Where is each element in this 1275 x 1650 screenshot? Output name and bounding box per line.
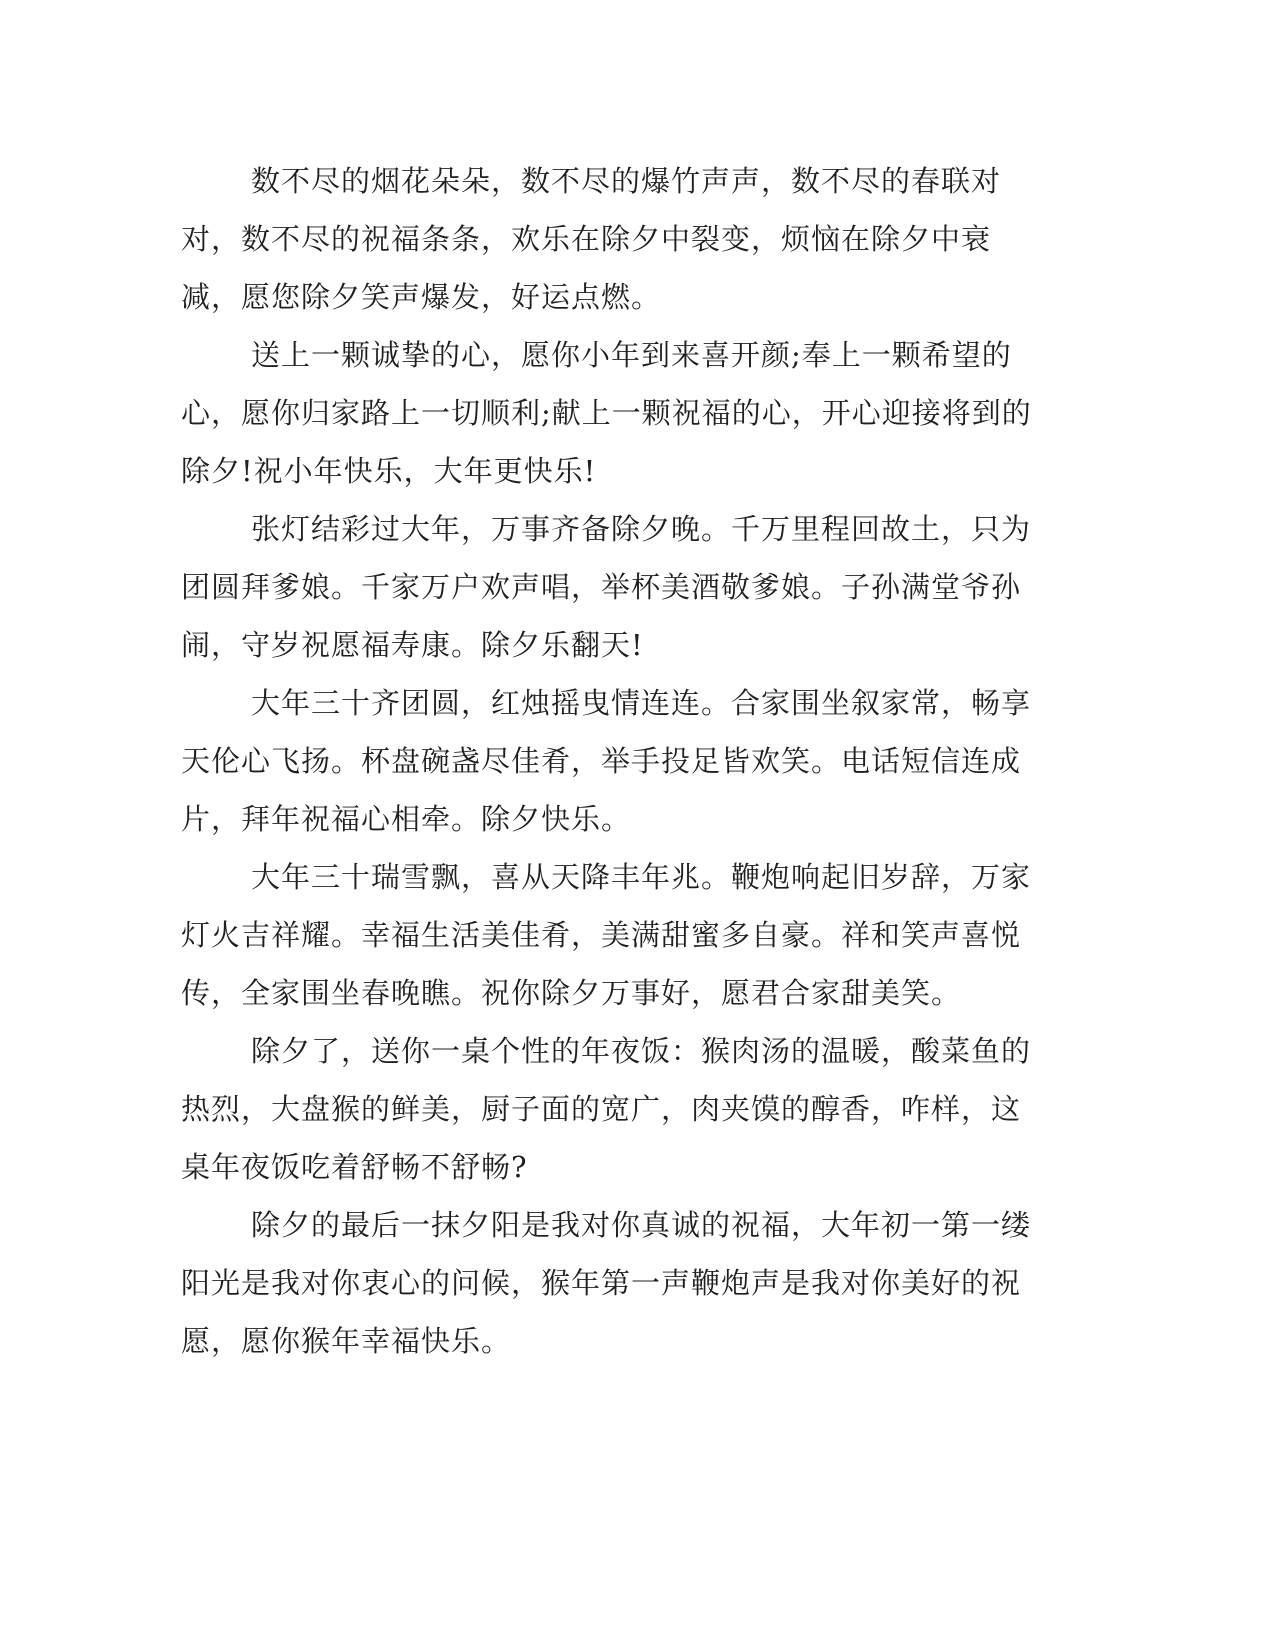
paragraph: 除夕了，送你一桌个性的年夜饭：猴肉汤的温暖，酸菜鱼的热烈，大盘猴的鲜美，厨子面的宽广，肉夹馍的醇香，咋样，这桌年夜饭吃着舒畅不舒畅? — [181, 1034, 1032, 1184]
paragraph: 大年三十瑞雪飘，喜从天降丰年兆。鞭炮响起旧岁辞，万家灯火吉祥耀。幸福生活美佳肴，美满甜蜜多自豪。祥和笑声喜悦传，全家围坐春晚瞧。祝你除夕万事好，愿君合家甜美笑。 — [181, 860, 1032, 1010]
paragraph: 张灯结彩过大年，万事齐备除夕晚。千万里程回故土，只为团圆拜爹娘。千家万户欢声唱，举杯美酒敬爹娘。子孙满堂爷孙闹，守岁祝愿福寿康。除夕乐翻天! — [181, 512, 1032, 662]
paragraph: 除夕的最后一抹夕阳是我对你真诚的祝福，大年初一第一缕阳光是我对你衷心的问候，猴年第一声鞭炮声是我对你美好的祝愿，愿你猴年幸福快乐。 — [181, 1208, 1032, 1358]
document-body — [181, 152, 1041, 1370]
paragraph: 数不尽的烟花朵朵，数不尽的爆竹声声，数不尽的春联对对，数不尽的祝福条条，欢乐在除夕中裂变，烦恼在除夕中衰减，愿您除夕笑声爆发，好运点燃。 — [181, 164, 1002, 314]
paragraph: 送上一颗诚挚的心，愿你小年到来喜开颜;奉上一颗希望的心，愿你归家路上一切顺利;献上一颗祝福的心，开心迎接将到的除夕!祝小年快乐，大年更快乐! — [181, 338, 1032, 488]
paragraph: 大年三十齐团圆，红烛摇曳情连连。合家围坐叙家常，畅享天伦心飞扬。杯盘碗盏尽佳肴，举手投足皆欢笑。电话短信连成片，拜年祝福心相牵。除夕快乐。 — [181, 686, 1032, 836]
